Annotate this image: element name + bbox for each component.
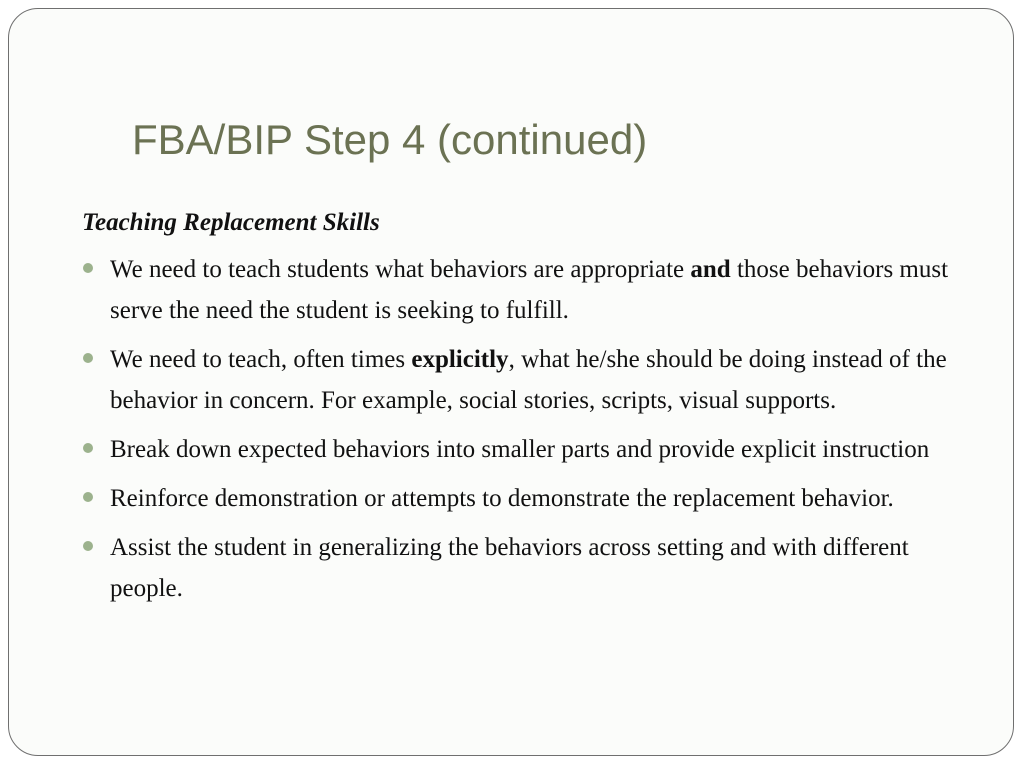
bullet-emphasis: explicitly (411, 346, 509, 373)
bullet-item (82, 339, 982, 421)
slide-content (82, 205, 982, 617)
bullet-text-before: We need to teach students what behaviors are appropriate (110, 256, 691, 283)
bullet-list (82, 249, 982, 609)
bullet-dot-icon (83, 353, 93, 363)
bullet-text-after: , what he/she should be doing instead of the behavior in concern. For example, social stories, scripts, visual supports. (110, 346, 947, 414)
bullet-item (82, 429, 982, 470)
bullet-dot-icon (83, 492, 93, 502)
bullet-dot-icon (83, 541, 93, 551)
bullet-text: Break down expected behaviors into smaller parts and provide explicit instruction (110, 436, 930, 463)
bullet-dot-icon (83, 443, 93, 453)
bullet-text-before: We need to teach, often times (110, 346, 412, 373)
bullet-text: Reinforce demonstration or attempts to demonstrate the replacement behavior. (110, 485, 894, 512)
bullet-item (82, 478, 982, 519)
section-subtitle: Teaching Replacement Skills (82, 209, 380, 236)
bullet-text: Assist the student in generalizing the behaviors across setting and with different people. (110, 534, 909, 602)
bullet-emphasis: and (690, 256, 731, 283)
bullet-item (82, 527, 982, 609)
bullet-dot-icon (83, 263, 93, 273)
bullet-item (82, 249, 982, 331)
bullet-text-after: those behaviors must serve the need the student is seeking to fulfill. (110, 256, 949, 324)
slide-title: FBA/BIP Step 4 (continued) (132, 116, 648, 163)
slide-frame (8, 8, 1014, 756)
